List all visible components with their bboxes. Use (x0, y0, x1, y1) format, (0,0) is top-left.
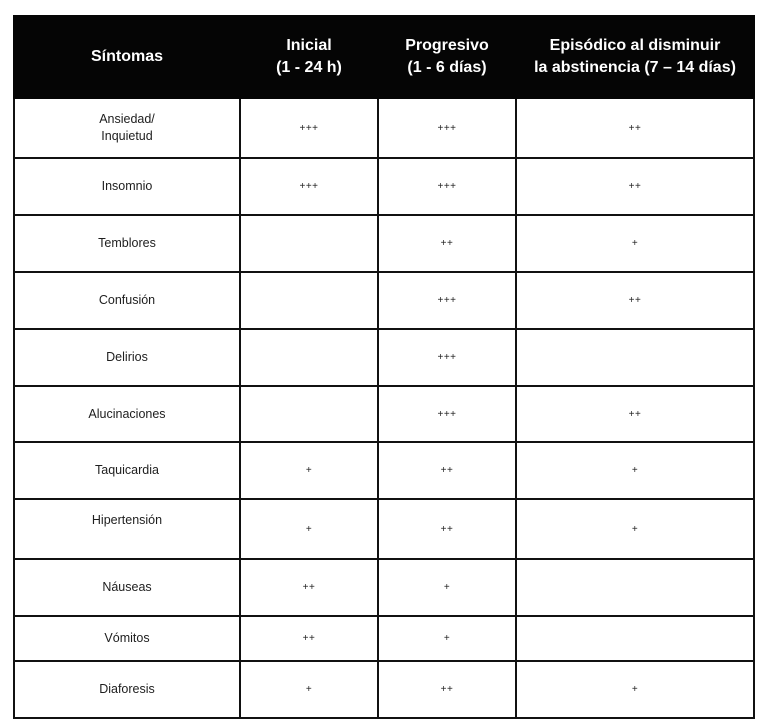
progressive-severity-cell: +++ (378, 158, 516, 215)
header-initial-range: (1 - 24 h) (276, 59, 342, 76)
table-row (14, 329, 754, 386)
symptom-cell: Náuseas (14, 559, 240, 616)
header-row (14, 16, 754, 98)
table-row (14, 559, 754, 616)
initial-severity-cell: + (240, 442, 378, 499)
symptom-cell (14, 98, 240, 158)
symptom-cell: Diaforesis (14, 661, 240, 718)
episodic-severity-cell: ++ (516, 386, 754, 442)
table-row (14, 158, 754, 215)
table-row (14, 442, 754, 499)
initial-severity-cell: + (240, 499, 378, 559)
initial-severity-cell: + (240, 661, 378, 718)
initial-severity-cell: +++ (240, 158, 378, 215)
header-symptoms (14, 16, 240, 98)
symptom-cell: Temblores (14, 215, 240, 272)
header-episodic-title: Episódico al disminuir (549, 37, 721, 54)
header-initial (240, 16, 378, 98)
symptom-cell: Delirios (14, 329, 240, 386)
progressive-severity-cell: +++ (378, 329, 516, 386)
progressive-severity-cell: +++ (378, 98, 516, 158)
withdrawal-symptoms-table (13, 15, 755, 719)
symptom-cell: Vómitos (14, 616, 240, 661)
symptom-cell: Hipertensión (14, 499, 240, 559)
initial-severity-cell: +++ (240, 98, 378, 158)
header-progressive-range: (1 - 6 días) (407, 59, 487, 76)
progressive-severity-cell: + (378, 559, 516, 616)
progressive-severity-cell: ++ (378, 661, 516, 718)
initial-severity-cell: ++ (240, 616, 378, 661)
table-row (14, 98, 754, 158)
progressive-severity-cell: + (378, 616, 516, 661)
initial-severity-cell (240, 329, 378, 386)
progressive-severity-cell: ++ (378, 442, 516, 499)
progressive-severity-cell: +++ (378, 386, 516, 442)
table-header (14, 16, 754, 98)
episodic-severity-cell: + (516, 661, 754, 718)
table-row (14, 272, 754, 329)
episodic-severity-cell: ++ (516, 98, 754, 158)
symptom-name-line: Inquietud (101, 129, 153, 143)
progressive-severity-cell: ++ (378, 215, 516, 272)
header-progressive-title: Progresivo (405, 37, 489, 54)
symptom-cell: Insomnio (14, 158, 240, 215)
episodic-severity-cell: ++ (516, 158, 754, 215)
symptoms-table-container (13, 15, 753, 719)
episodic-severity-cell: + (516, 442, 754, 499)
header-initial-title: Inicial (286, 37, 332, 54)
symptom-name-line: Ansiedad/ (99, 112, 155, 126)
progressive-severity-cell: ++ (378, 499, 516, 559)
episodic-severity-cell (516, 559, 754, 616)
progressive-severity-cell: +++ (378, 272, 516, 329)
header-episodic (516, 16, 754, 98)
symptom-cell: Alucinaciones (14, 386, 240, 442)
header-progressive (378, 16, 516, 98)
table-row (14, 616, 754, 661)
episodic-severity-cell (516, 329, 754, 386)
header-symptoms-line: Síntomas (90, 48, 163, 65)
table-row (14, 215, 754, 272)
episodic-severity-cell: ++ (516, 272, 754, 329)
header-episodic-range: la abstinencia (7 – 14 días) (534, 59, 736, 76)
table-body (14, 98, 754, 718)
episodic-severity-cell: + (516, 215, 754, 272)
initial-severity-cell: ++ (240, 559, 378, 616)
initial-severity-cell (240, 215, 378, 272)
initial-severity-cell (240, 272, 378, 329)
table-row (14, 386, 754, 442)
table-row (14, 499, 754, 559)
symptom-cell: Confusión (14, 272, 240, 329)
initial-severity-cell (240, 386, 378, 442)
table-row (14, 661, 754, 718)
episodic-severity-cell: + (516, 499, 754, 559)
episodic-severity-cell (516, 616, 754, 661)
symptom-cell: Taquicardia (14, 442, 240, 499)
